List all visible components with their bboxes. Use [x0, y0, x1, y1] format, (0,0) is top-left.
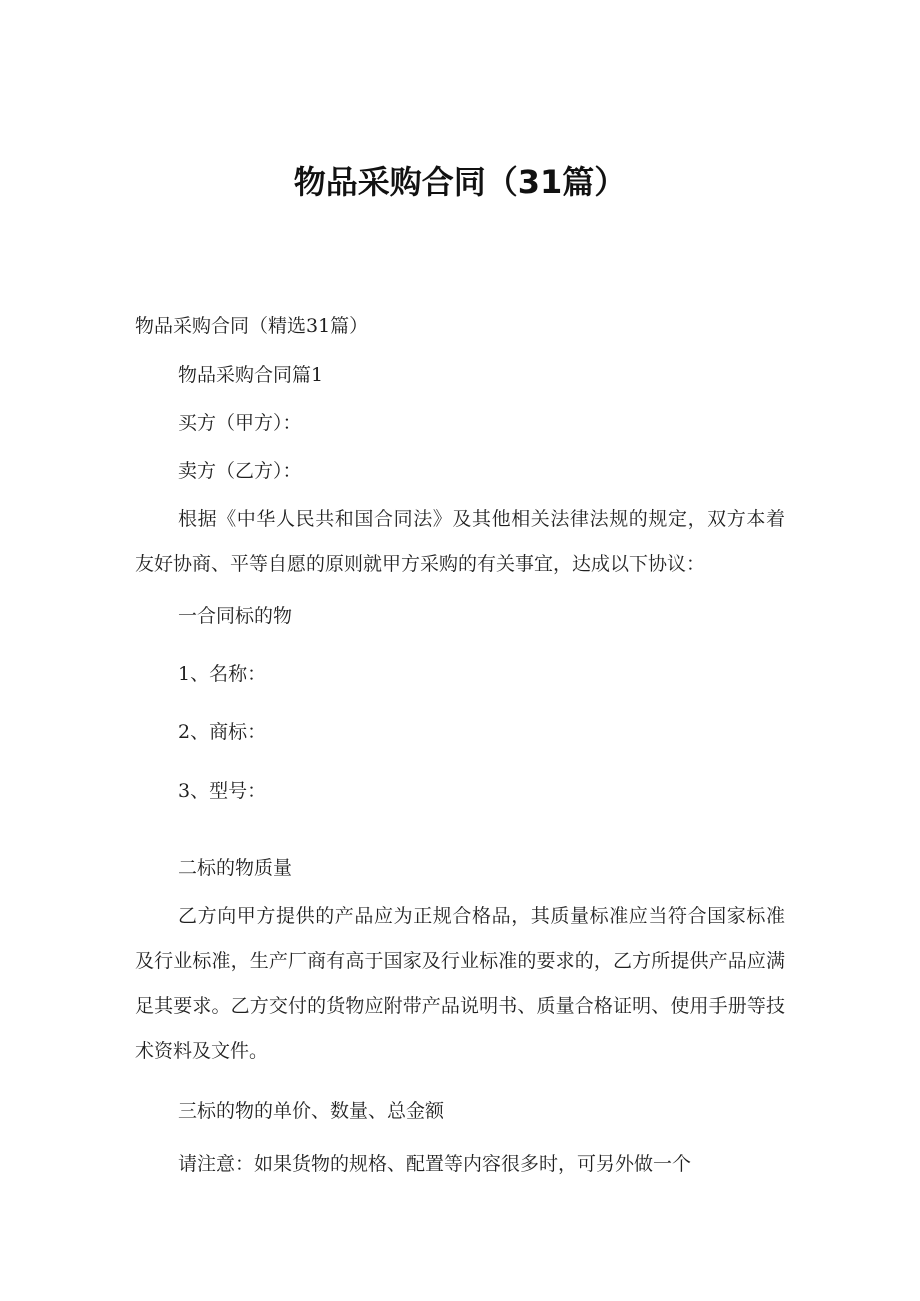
clause2-heading: 二标的物质量 — [178, 857, 293, 879]
clause1-heading: 一合同标的物 — [178, 605, 293, 627]
intro-paragraph: 根据《中华人民共和国合同法》及其他相关法律法规的规定，双方本着友好协商、平等自愿的原则就甲方采购的有关事宜，达成以下协议： — [135, 508, 785, 575]
section-heading: 物品采购合同篇1 — [178, 364, 324, 386]
clause1-item-name: 1、名称： — [178, 663, 267, 685]
clause3-note: 请注意：如果货物的规格、配置等内容很多时，可另外做一个 — [178, 1153, 692, 1175]
document-subtitle: 物品采购合同（精选31篇） — [135, 315, 369, 337]
clause1-item-trademark: 2、商标： — [178, 721, 267, 743]
clause2-paragraph: 乙方向甲方提供的产品应为正规合格品，其质量标准应当符合国家标准及行业标准，生产厂商有高于国家及行业标准的要求的，乙方所提供产品应满足其要求。乙方交付的货物应附带产品说明书、质量合格证明、使用手册等技术资料及文件。 — [135, 905, 785, 1062]
clause3-heading: 三标的物的单价、数量、总金额 — [178, 1100, 445, 1122]
seller-label: 卖方（乙方）： — [178, 460, 302, 482]
clause1-item-model: 3、型号： — [178, 780, 267, 802]
document-title: 物品采购合同（31篇） — [293, 163, 627, 201]
buyer-label: 买方（甲方）： — [178, 412, 302, 434]
